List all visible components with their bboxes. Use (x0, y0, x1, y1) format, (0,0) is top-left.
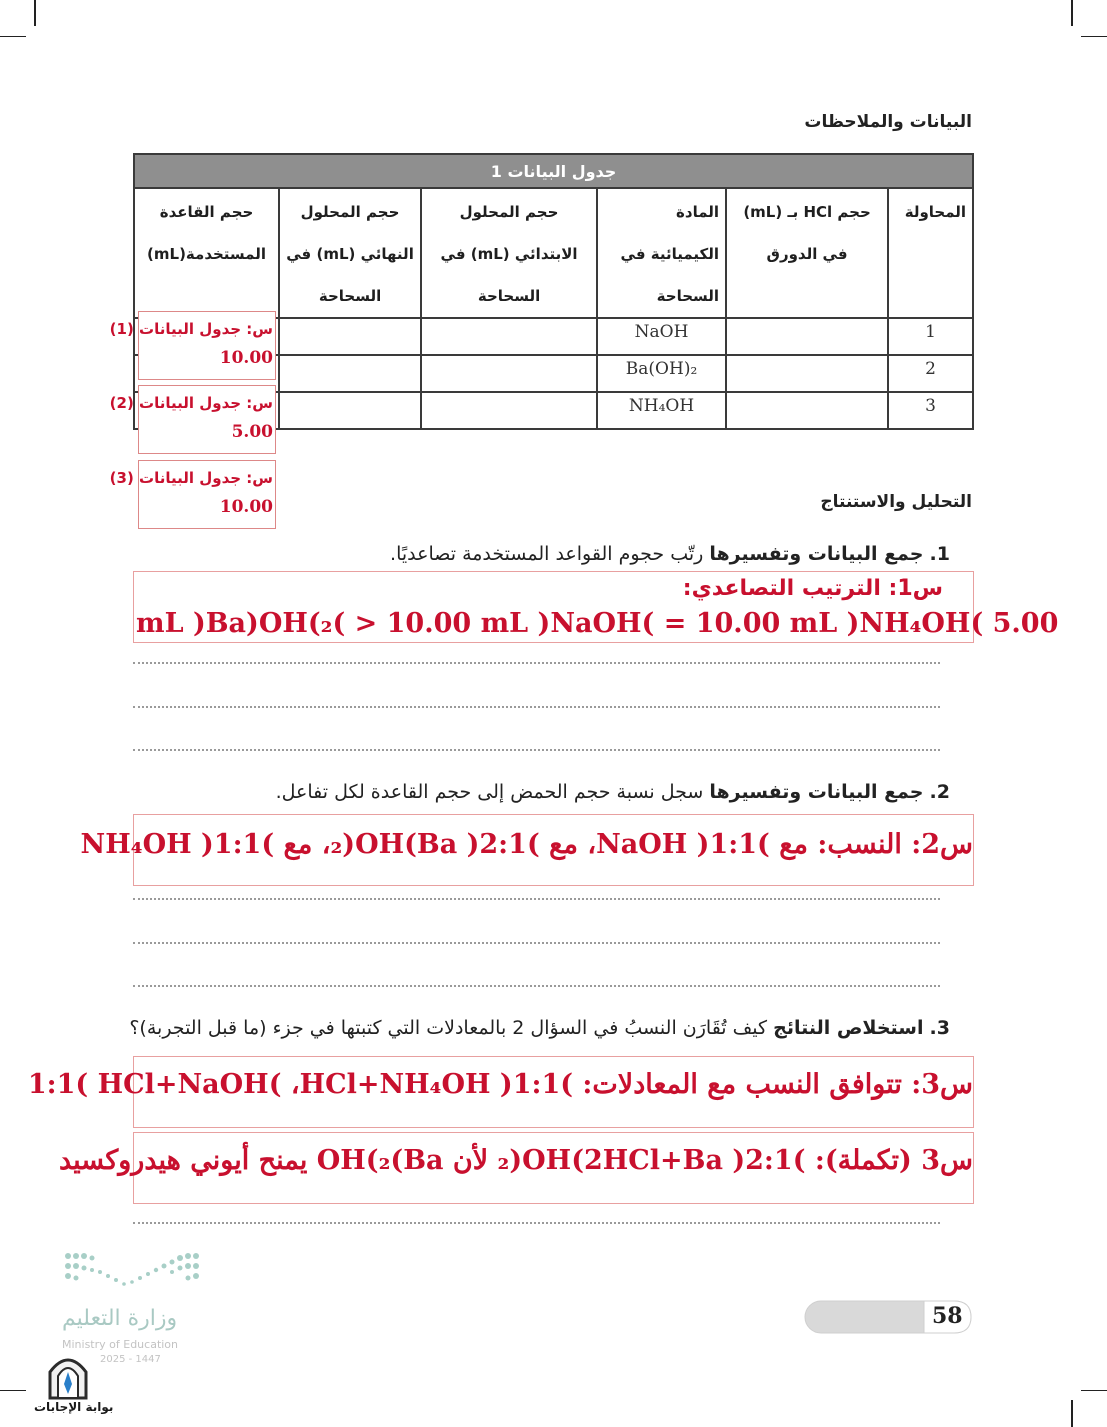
answer-line (133, 749, 940, 751)
answer-box-table-2 (109, 385, 276, 454)
hcl-cell (726, 318, 888, 355)
answers-portal-label: بوابة الإجابات (34, 1400, 114, 1414)
answer-box-1 (133, 571, 1059, 643)
initial-cell (421, 318, 597, 355)
answer-box-2 (80, 814, 974, 886)
header-initial-volume: حجم المحلول الابتدائي (mL) في السحاحة (421, 188, 597, 318)
answer-value: 10.00 (219, 348, 273, 368)
crop-mark (0, 1390, 26, 1391)
crop-mark (34, 0, 36, 26)
ministry-logo-icon (62, 1250, 202, 1290)
answer-box-table-3 (109, 460, 276, 529)
answer-text: س2: النسب: مع )1:1( NaOH، مع )2:1( Ba)OH(₂، مع )1:1( NH₄OH (80, 829, 973, 860)
question-text: سجل نسبة حجم الحمض إلى حجم القاعدة لكل تفاعل. (275, 781, 710, 803)
answer-text: س3: تتوافق النسب مع المعادلات: )1:1( HCl+NH₄OH، )1:1( HCl+NaOH (27, 1069, 973, 1100)
answer-label: س: جدول البيانات (2) (109, 394, 273, 412)
question-skill: استخلاص النتائج (773, 1017, 924, 1039)
table-caption: جدول البيانات 1 (134, 154, 973, 188)
header-hcl-volume: حجم HCl بـ (mL) في الدورق (726, 188, 888, 318)
question-text: كيف تُقَارَن النسبُ في السؤال 2 بالمعادلات التي كتبتها في جزء (ما قبل التجربة)؟ (129, 1017, 774, 1039)
final-cell (279, 318, 421, 355)
crop-mark (1081, 1390, 1107, 1391)
question-number: 1. (929, 543, 950, 565)
answer-line (133, 662, 940, 664)
answer-text: س3 (تكملة): )2:1( 2HCl+Ba)OH(₂ لأن Ba)OH(₂ يمنح أيوني هيدروكسيد (58, 1145, 973, 1176)
question-text: رتّب حجوم القواعد المستخدمة تصاعديًا. (390, 543, 710, 565)
hcl-cell (726, 355, 888, 392)
crop-mark (1071, 1400, 1073, 1427)
crop-mark (1071, 0, 1073, 26)
page-number: 58 (932, 1303, 963, 1329)
header-base-used: حجم القاعدة المستخدمة(mL) (134, 188, 279, 318)
initial-cell (421, 355, 597, 392)
header-trial: المحاولة (888, 188, 973, 318)
question-1 (390, 543, 950, 565)
answer-value: 10.00 (219, 497, 273, 517)
trial-cell: 1 (888, 318, 973, 355)
crop-mark (0, 36, 26, 37)
answer-line (133, 985, 940, 987)
question-3 (129, 1017, 950, 1039)
trial-cell: 3 (888, 392, 973, 429)
answer-label: س: جدول البيانات (1) (109, 320, 273, 338)
answer-line (133, 942, 940, 944)
ministry-name-en: Ministry of Education (62, 1338, 179, 1351)
ministry-year: 2025 - 1447 (100, 1354, 161, 1365)
trial-cell: 2 (888, 355, 973, 392)
answer-line (133, 1222, 940, 1224)
answer-line (133, 706, 940, 708)
question-skill: جمع البيانات وتفسيرها (709, 781, 924, 803)
ministry-name-ar: وزارة التعليم (62, 1306, 178, 1331)
answer-box-table-1 (109, 311, 276, 380)
substance-cell: Ba(OH)₂ (597, 355, 726, 392)
section-title-data: البيانات والملاحظات (804, 112, 972, 132)
answer-label: س: جدول البيانات (3) (109, 469, 273, 487)
hcl-cell (726, 392, 888, 429)
answer-text: mL )Ba)OH(₂( > 10.00 mL )NaOH( = 10.00 mL )NH₄OH( 5.00 (136, 608, 1059, 639)
crop-mark (1081, 36, 1107, 37)
header-final-volume: حجم المحلول النهائي (mL) في السحاحة (279, 188, 421, 318)
question-2 (276, 781, 950, 803)
initial-cell (421, 392, 597, 429)
answer-value: 5.00 (231, 422, 273, 442)
question-skill: جمع البيانات وتفسيرها (709, 543, 924, 565)
answer-title: س1: الترتيب التصاعدي: (682, 576, 943, 601)
question-number: 2. (929, 781, 950, 803)
answer-box-3-continued (58, 1132, 974, 1204)
substance-cell: NH₄OH (597, 392, 726, 429)
final-cell (279, 392, 421, 429)
substance-cell: NaOH (597, 318, 726, 355)
answer-box-3 (27, 1056, 974, 1128)
final-cell (279, 355, 421, 392)
answers-portal-icon (46, 1350, 90, 1400)
header-substance: المادة الكيميائية في السحاحة (597, 188, 726, 318)
question-number: 3. (929, 1017, 950, 1039)
answer-line (133, 898, 940, 900)
section-title-analysis: التحليل والاستنتاج (820, 492, 972, 512)
